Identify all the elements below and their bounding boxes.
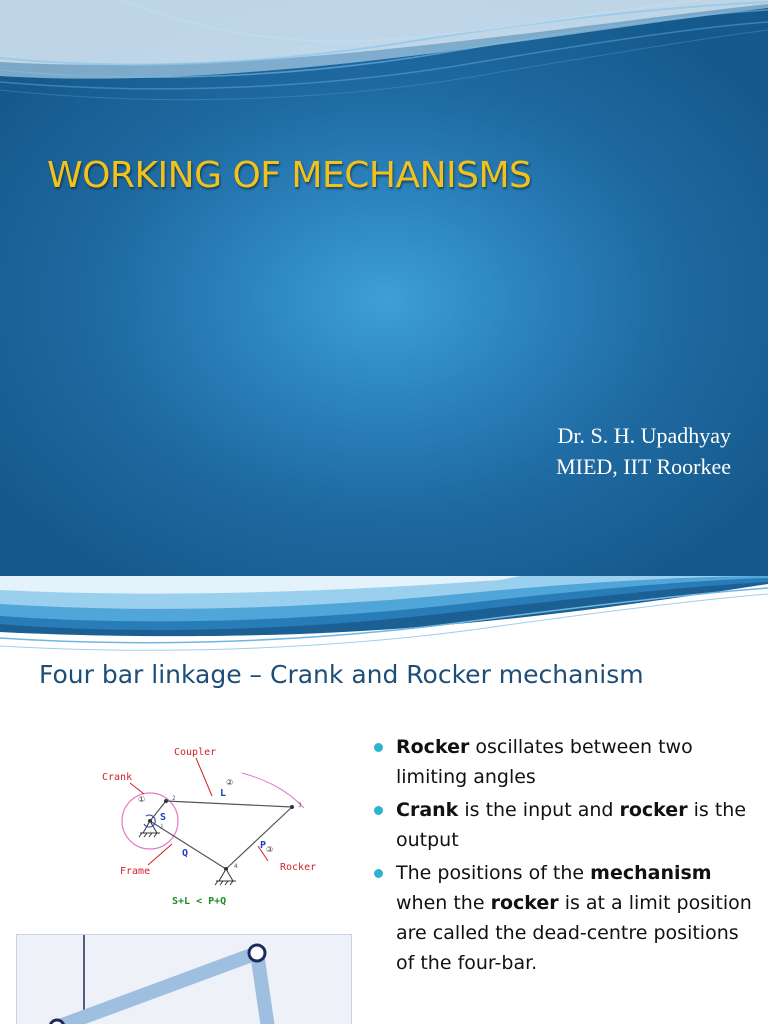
author-name: Dr. S. H. Upadhyay (557, 423, 731, 448)
bullet-item: Rocker oscillates between two limiting angles (372, 732, 752, 792)
author-affiliation: MIED, IIT Roorkee (556, 454, 731, 479)
rocker-link-label: P (260, 840, 267, 851)
pivot-point (164, 799, 168, 803)
coupler-link-label: L (220, 788, 227, 799)
pivot-point (290, 805, 294, 809)
linkage-simulation-panel (16, 934, 352, 1024)
frame-link-label: Q (182, 848, 189, 859)
coupler-link (166, 801, 292, 807)
four-bar-linkage-diagram (92, 736, 332, 906)
simulation-coupler-link (57, 953, 257, 1024)
simulation-rocker-link (257, 953, 269, 1024)
author-block (556, 420, 731, 482)
crank-label: Crank (102, 772, 133, 783)
ground-support (219, 869, 233, 881)
coupler-pointer (196, 758, 212, 796)
ground-hatching (139, 833, 160, 837)
ground-hatching (215, 881, 236, 885)
node-number-1: 1 (160, 824, 164, 831)
node-number-3: 3 (298, 802, 302, 809)
bullet-dot-icon (374, 806, 383, 815)
header-wave-decoration (0, 576, 768, 656)
link-number-3: ③ (266, 845, 274, 854)
content-slide (0, 576, 768, 1024)
link-number-2: ② (226, 778, 234, 787)
slide-title: Four bar linkage – Crank and Rocker mechanism (39, 660, 644, 689)
presentation-title: WORKING OF MECHANISMS (47, 155, 532, 196)
frame-label: Frame (120, 866, 151, 877)
link-number-1: ① (138, 795, 146, 804)
bullet-item: Crank is the input and rocker is the output (372, 795, 752, 855)
crank-pointer (130, 783, 144, 794)
bullet-item: The positions of the mechanism when the rocker is at a limit position are called the dead-centre positions of the four-bar. (372, 858, 752, 978)
coupler-label: Coupler (174, 747, 217, 758)
grashof-equation: S+L < P+Q (172, 896, 227, 906)
crank-link-label: S (160, 812, 167, 823)
rocker-link (226, 807, 292, 869)
simulation-joint (249, 945, 265, 961)
bullet-list (372, 732, 752, 981)
node-number-2: 2 (172, 795, 176, 802)
bullet-dot-icon (374, 869, 383, 878)
simulation-joint (50, 1020, 64, 1024)
node-number-4: 4 (234, 863, 238, 870)
bullet-dot-icon (374, 743, 383, 752)
rocker-label: Rocker (280, 862, 317, 873)
rocker-arc (242, 773, 304, 808)
